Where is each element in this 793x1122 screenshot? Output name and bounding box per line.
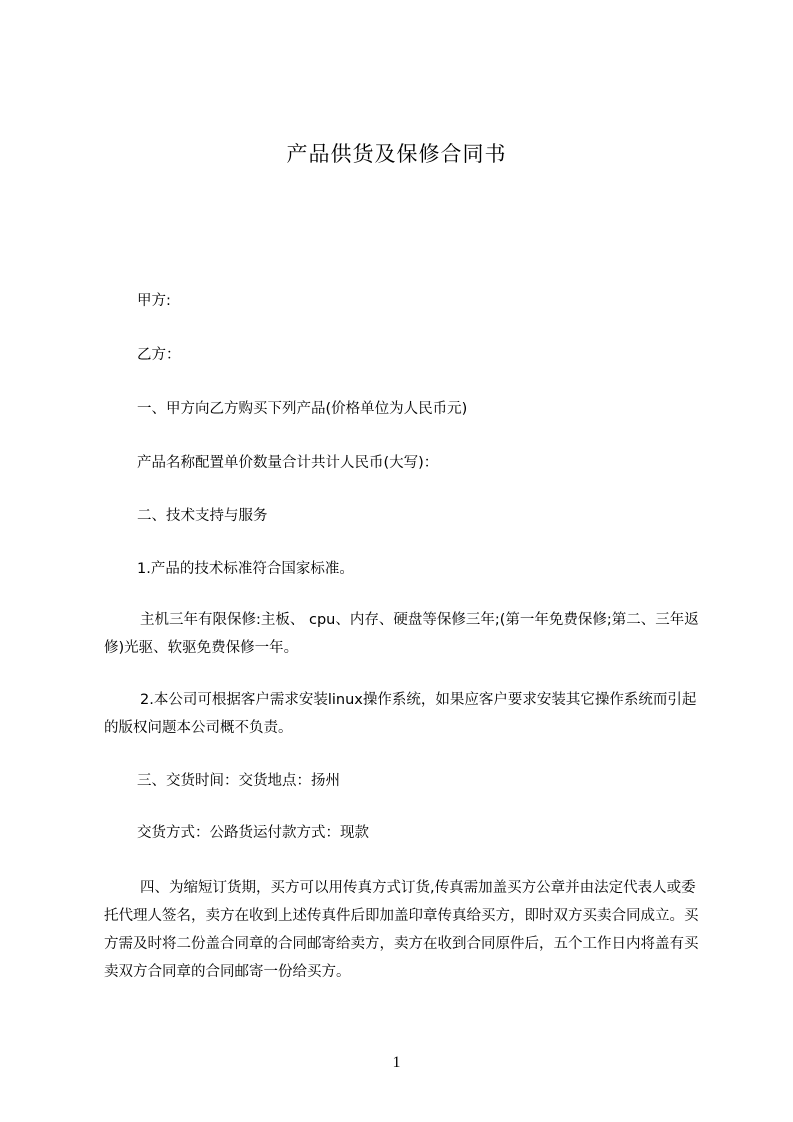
document-title: 产品供货及保修合同书 (286, 142, 507, 166)
party-a-line: 甲方: (137, 293, 171, 309)
section-4-paragraph: 四、为缩短订货期，买方可以用传真方式订货,传真需加盖买方公章并由法定代表人或委托代理人签名，卖方在收到上述传真件后即加盖印章传真给买方，即时双方买卖合同成立。买方需及时将二份盖合同章的合同邮寄给卖方，卖方在收到合同原件后，五个工作日内将盖有买卖双方合同章的合同邮寄一份给买方。 (104, 880, 699, 980)
warranty-paragraph: 主机三年有限保修:主板、 cpu、内存、硬盘等保修三年;(第一年免费保修;第二、三年返修)光驱、软驱免费保修一年。 (104, 612, 699, 656)
product-fields-line: 产品名称配置单价数量合计共计人民币(大写)： (137, 455, 439, 471)
section-2-heading: 二、技术支持与服务 (137, 508, 268, 524)
section-1-heading: 一、甲方向乙方购买下列产品(价格单位为人民币元) (137, 401, 468, 417)
section-3-heading: 三、交货时间：交货地点：扬州 (137, 773, 340, 789)
clause-2-2: 2.本公司可根据客户需求安装linux操作系统，如果应客户要求安装其它操作系统而引起的版权问题本公司概不负责。 (104, 692, 697, 736)
page-number: 1 (392, 1054, 401, 1071)
clause-2-1: 1.产品的技术标准符合国家标准。 (137, 561, 354, 577)
party-b-line: 乙方： (137, 347, 181, 363)
delivery-payment-line: 交货方式：公路货运付款方式：现款 (137, 825, 369, 841)
